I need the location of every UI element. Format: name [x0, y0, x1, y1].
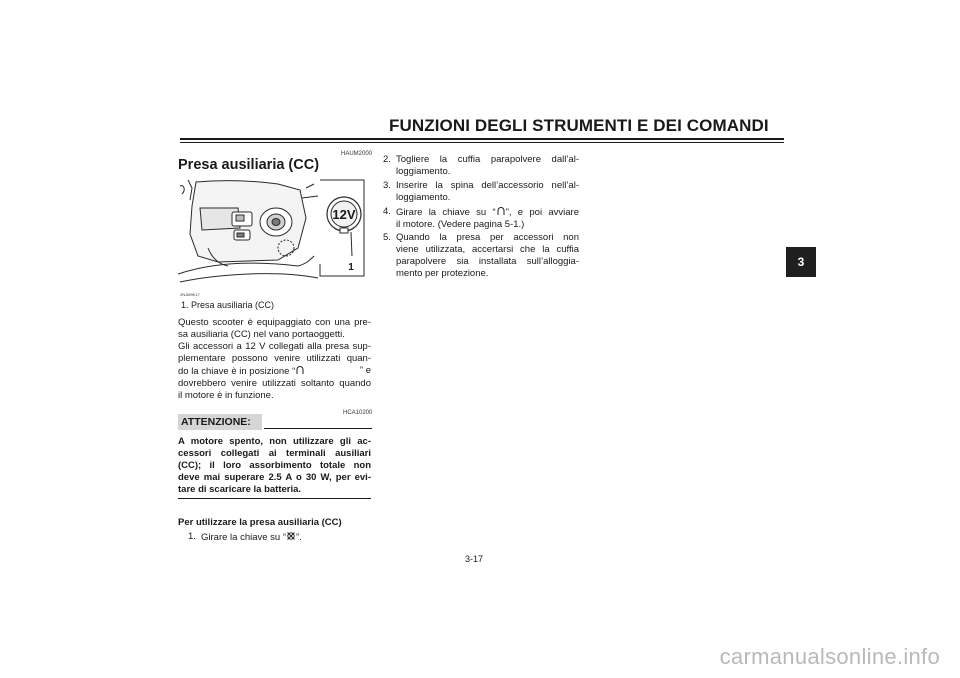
header-rule-thin [180, 142, 784, 143]
step-number: 1. [188, 531, 196, 542]
caution-text [178, 436, 371, 496]
intro-line: ” e [359, 365, 371, 376]
step-text-post: ”. [296, 532, 302, 543]
step-line: Inserire la spina dell’accessorio nell’al- [396, 180, 579, 191]
step-number: 3. [383, 180, 391, 191]
watermark-link[interactable]: carmanualsonline.info [719, 644, 940, 669]
key-on-icon [496, 206, 506, 216]
section-code: HAUM2000 [341, 151, 373, 157]
step-line: loggiamento. [396, 192, 451, 203]
section-title: Presa ausiliaria (CC) [178, 157, 320, 173]
intro-line: sa ausiliaria (CC) nel vano portaoggetti. [178, 329, 345, 340]
caution-line: deve mai superare 2.5 A o 30 W, per evi- [178, 472, 371, 483]
caution-bottom-rule [178, 498, 371, 499]
step-line: parapolvere sia installata sull’alloggia- [396, 256, 579, 267]
figure-caption: 1. Presa ausiliaria (CC) [181, 300, 275, 310]
step-number: 5. [383, 232, 391, 243]
intro-line: Gli accessori a 12 V collegati alla presa sup- [178, 341, 371, 352]
chapter-tab: 3 [786, 247, 816, 277]
step-line: Togliere la cuffia parapolvere dall’al- [396, 154, 579, 165]
step-text [396, 206, 579, 231]
caution-label: ATTENZIONE: [178, 414, 262, 430]
caution-rule [264, 428, 372, 429]
caution-code: HCA10200 [343, 410, 373, 416]
aux-socket-figure [178, 178, 370, 298]
caution-line: cessori collegati ai terminali ausiliari [178, 448, 371, 459]
caution-line: A motore spento, non utilizzare gli ac- [178, 436, 371, 447]
step-line: Quando la presa per accessori non [396, 232, 579, 243]
step-number: 4. [383, 206, 391, 217]
step-text-post: ”, e poi avviare [505, 207, 579, 218]
intro-line: il motore è in funzione. [178, 390, 274, 401]
intro-line: do la chiave è in posizione “ [178, 366, 296, 377]
step-line: viene utilizzata, accertarsi che la cuffia [396, 244, 579, 255]
scooter-panel-illustration [178, 178, 370, 298]
key-off-icon [286, 531, 296, 541]
page-header-title: FUNZIONI DEGLI STRUMENTI E DEI COMANDI [389, 116, 769, 135]
step-text-pre: Girare la chiave su “ [396, 207, 496, 218]
step-line-with-symbol [396, 206, 579, 219]
callout-number: 1 [348, 262, 354, 273]
page-number: 3-17 [465, 554, 484, 564]
caution-line: (CC); il loro assorbimento totale non [178, 460, 371, 471]
intro-line-with-symbol [178, 365, 371, 378]
socket-12v-label: 12V [332, 207, 356, 222]
intro-line: plementare possono venire utilizzati quan- [178, 353, 371, 364]
procedure-heading: Per utilizzare la presa ausiliaria (CC) [178, 517, 342, 528]
intro-line: dovrebbero venire utilizzati soltanto quando [178, 378, 371, 389]
caution-line: tare di scaricare la batteria. [178, 484, 302, 495]
step-line: loggiamento. [396, 166, 451, 177]
intro-paragraph [178, 317, 371, 402]
step-line: mento per protezione. [396, 268, 489, 279]
image-code: 2NJM9K17 [180, 292, 200, 297]
step-text-pre: Girare la chiave su “ [201, 532, 287, 543]
intro-line: Questo scooter è equipaggiato con una pre- [178, 317, 371, 328]
step-text [396, 180, 579, 204]
step-text [201, 531, 384, 544]
step-line: il motore. (Vedere pagina 5-1.) [396, 219, 525, 230]
header-rule [180, 138, 784, 140]
step-number: 2. [383, 154, 391, 165]
step-text [396, 232, 579, 280]
step-text [396, 154, 579, 178]
key-on-icon [295, 365, 305, 375]
